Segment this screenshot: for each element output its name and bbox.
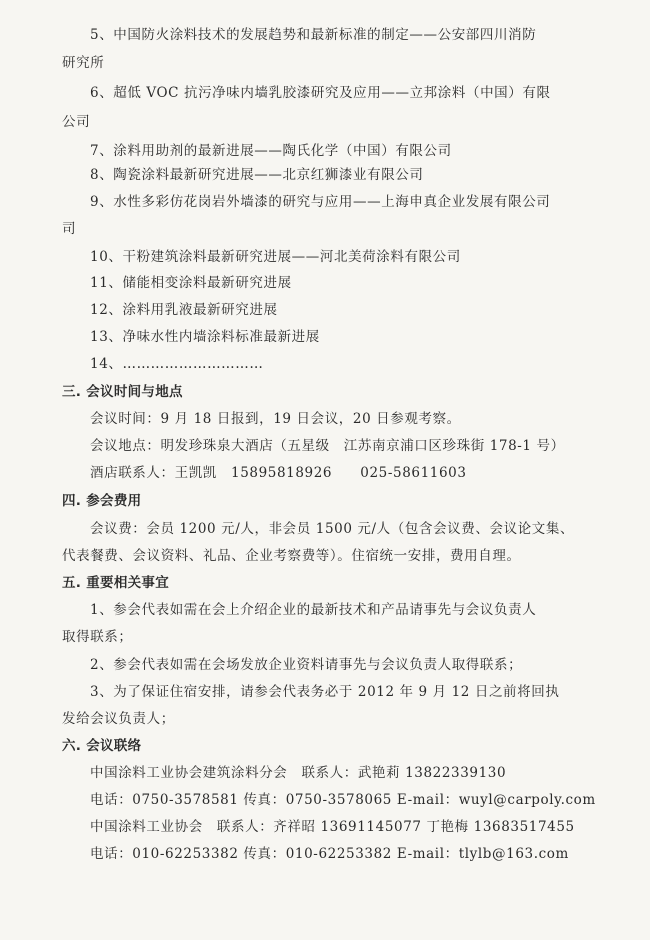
fee-line-1: 会议费：会员 1200 元/人，非会员 1500 元/人（包含会议费、会议论文集、 bbox=[90, 521, 575, 537]
topic-item-13: 13、净味水性内墙涂料标准最新进展 bbox=[90, 329, 320, 345]
note-1-line-2: 取得联系； bbox=[62, 629, 133, 645]
hotel-contact: 酒店联系人：王凯凯 15895818926 025-58611603 bbox=[90, 465, 467, 481]
contact-1-org: 中国涂料工业协会建筑涂料分会 联系人：武艳莉 13822339130 bbox=[90, 765, 507, 781]
topic-item-8: 8、陶瓷涂料最新研究进展——北京红狮漆业有限公司 bbox=[90, 167, 424, 183]
section-6-heading: 六. 会议联络 bbox=[62, 738, 142, 754]
contact-2-phone: 电话：010-62253382 传真：010-62253382 E-mail：tlylb@163.com bbox=[90, 846, 569, 862]
note-3-line-2: 发给会议负责人； bbox=[62, 711, 175, 727]
topic-item-12: 12、涂料用乳液最新研究进展 bbox=[90, 302, 278, 318]
note-2: 2、参会代表如需在会场发放企业资料请事先与会议负责人取得联系； bbox=[90, 657, 523, 673]
topic-item-5-line-1: 5、中国防火涂料技术的发展趋势和最新标准的制定——公安部四川消防 bbox=[90, 27, 537, 43]
section-3-heading: 三. 会议时间与地点 bbox=[62, 384, 183, 400]
topic-item-6-line-1: 6、超低 VOC 抗污净味内墙乳胶漆研究及应用——立邦涂料（中国）有限 bbox=[90, 85, 551, 101]
topic-item-9-line-1: 9、水性多彩仿花岗岩外墙漆的研究与应用——上海申真企业发展有限公司 bbox=[90, 194, 551, 210]
note-1-line-1: 1、参会代表如需在会上介绍企业的最新技术和产品请事先与会议负责人 bbox=[90, 602, 537, 618]
topic-item-10: 10、干粉建筑涂料最新研究进展——河北美荷涂料有限公司 bbox=[90, 249, 461, 265]
section-5-heading: 五. 重要相关事宜 bbox=[62, 575, 170, 591]
topic-item-7: 7、涂料用助剂的最新进展——陶氏化学（中国）有限公司 bbox=[90, 143, 452, 159]
topic-item-9-line-2: 司 bbox=[62, 221, 77, 237]
section-4-heading: 四. 参会费用 bbox=[62, 493, 142, 509]
contact-2-org: 中国涂料工业协会 联系人：齐祥昭 13691145077 丁艳梅 13683517455 bbox=[90, 819, 575, 835]
topic-item-5-line-2: 研究所 bbox=[62, 55, 105, 71]
contact-1-phone: 电话：0750-3578581 传真：0750-3578065 E-mail：wuyl@carpoly.com bbox=[90, 792, 596, 808]
fee-line-2: 代表餐费、会议资料、礼品、企业考察费等）。住宿统一安排，费用自理。 bbox=[62, 548, 521, 564]
topic-item-14: 14、………………………… bbox=[90, 356, 264, 372]
meeting-venue: 会议地点：明发珍珠泉大酒店（五星级 江苏南京浦口区珍珠街 178-1 号） bbox=[90, 438, 565, 454]
meeting-time: 会议时间：9 月 18 日报到，19 日会议，20 日参观考察。 bbox=[90, 411, 461, 427]
note-3-line-1: 3、为了保证住宿安排，请参会代表务必于 2012 年 9 月 12 日之前将回执 bbox=[90, 684, 560, 700]
topic-item-11: 11、储能相变涂料最新研究进展 bbox=[90, 275, 292, 291]
topic-item-6-line-2: 公司 bbox=[62, 114, 91, 130]
